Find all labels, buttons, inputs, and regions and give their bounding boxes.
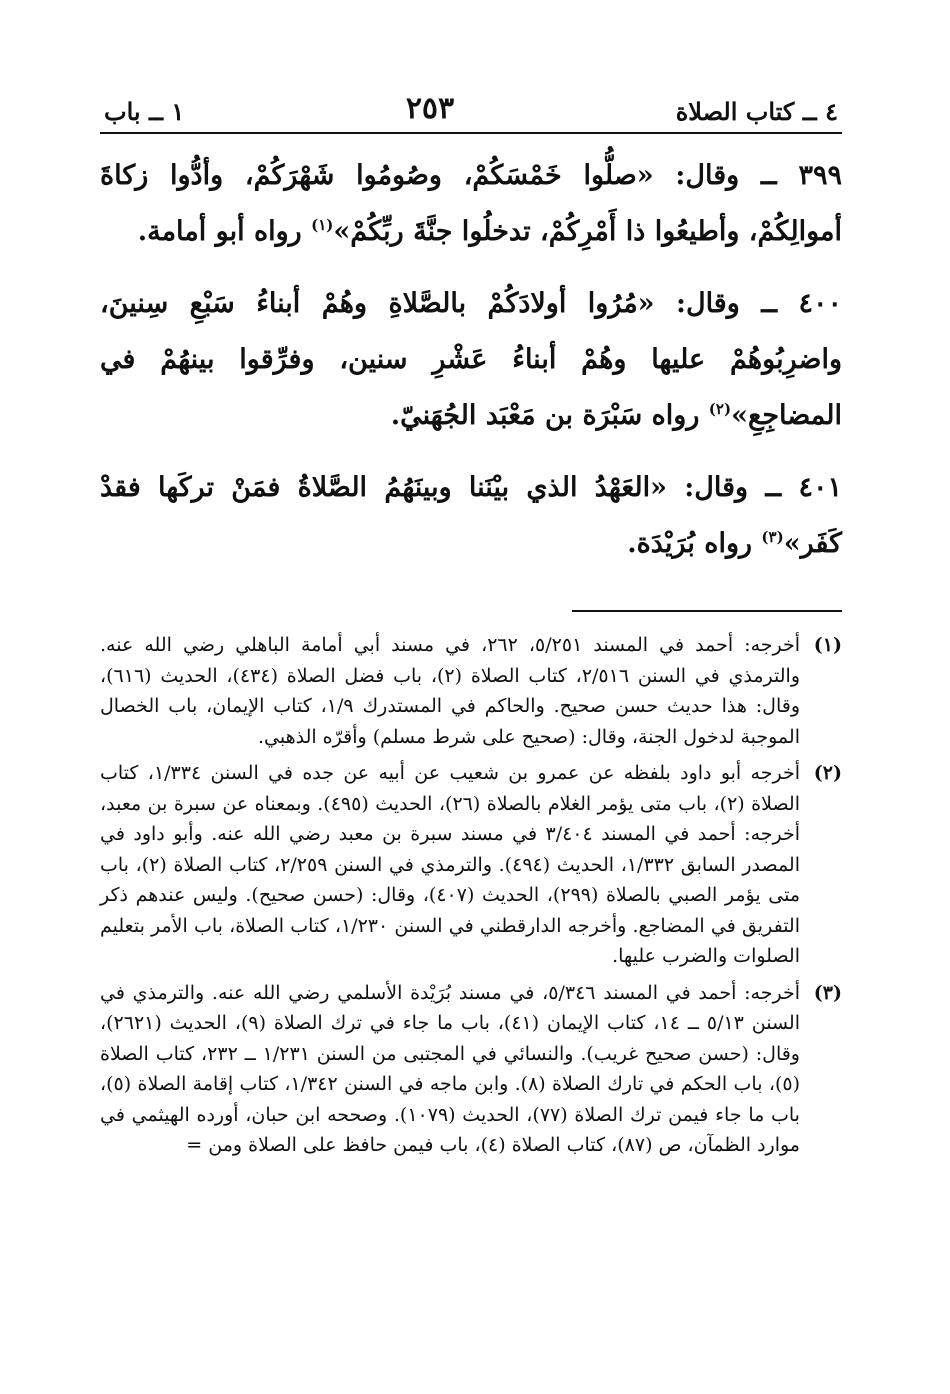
hadith-number: ٤٠١ (798, 472, 843, 503)
footnote-number: (٣) (813, 981, 842, 1004)
page-header (100, 80, 842, 134)
footnotes (100, 630, 842, 1161)
chapter-title: ٤ ــ كتاب الصلاة (675, 97, 838, 126)
footnote-text: أخرجه أبو داود بلفظه عن عمرو بن شعيب عن أبيه عن جده في السنن ١/٣٣٤، كتاب الصلاة (٢)، باب متى يؤمر الغلام بالصلاة (٢٦)، الحديث (٤٩٥). وبمعناه عن سبرة بن معبد، أخرجه: أحمد في المسند ٣/٤٠٤ في مسند سبرة بن معبد رضي الله عنه. وأبو داود في المصدر السابق ١/٣٣٢، الحديث (٤٩٤). والترمذي في السنن ٢/٢٥٩، كتاب الصلاة (٢)، باب متى يؤمر الصبي بالصلاة (٢٩٩)، الحديث (٤٠٧)، وقال: (حسن صحيح). وليس عندهم ذكر التفريق في المضاجع. وأخرجه الدارقطني في السنن ١/٢٣٠، كتاب الصلاة، باب الأمر بتعليم الصلوات والضرب عليها. (100, 762, 801, 967)
footnote-2 (100, 758, 842, 972)
footnote-ref[interactable]: (٣) (761, 528, 784, 546)
hadith-narrator: رواه سَبْرَة بن مَعْبَد الجُهَنيّ. (390, 400, 709, 431)
hadith-number: ٣٩٩ (798, 160, 842, 191)
footnote-text: أخرجه: أحمد في المسند ٥/٣٤٦، في مسند بُرَيْدة الأسلمي رضي الله عنه. والترمذي في السنن ٥/١٣ ــ ١٤، كتاب الإيمان (٤١)، باب ما جاء في ترك الصلاة (٩)، الحديث (٢٦٢١)، وقال: (حسن صحيح غريب). والنسائي في المجتبى من السنن ١/٢٣١ ــ ٢٣٢، كتاب الصلاة (٥)، باب الحكم في تارك الصلاة (٨). وابن ماجه في السنن ١/٣٤٢، كتاب إقامة الصلاة (٥)، باب ما جاء فيمن ترك الصلاة (٧٧)، الحديث (١٠٧٩). وصححه ابن حبان، أورده الهيثمي في موارد الظمآن، ص (٨٧)، كتاب الصلاة (٤)، باب فيمن حافظ على الصلاة ومن = (100, 981, 801, 1156)
footnote-number: (١) (813, 634, 842, 656)
footnote-number: (٢) (813, 762, 842, 784)
hadith-399 (100, 148, 842, 260)
footnote-3 (100, 978, 842, 1161)
hadith-401 (100, 460, 842, 572)
book-page (100, 80, 842, 1167)
hadith-text: ــ وقال: «العَهْدُ الذي بيْنَنا وبينَهُمُ الصَّلاةُ فمَنْ تركَها فقدْ كَفَر» (100, 472, 842, 559)
footnote-ref[interactable]: (٢) (708, 400, 732, 418)
hadith-text: ــ وقال: «صلُّوا خَمْسَكُمْ، وصُومُوا شَهْرَكُمْ، وأدُّوا زكاةَ أموالِكُمْ، وأطيعُوا ذا أَمْرِكُمْ، تدخلُوا جنَّةَ ربِّكُمْ» (100, 160, 842, 247)
hadith-list (100, 148, 842, 572)
hadith-400 (100, 276, 842, 444)
hadith-text: ــ وقال: «مُرُوا أولادَكُمْ بالصَّلاةِ وهُمْ أبناءُ سَبْعِ سِنينَ، واضرِبُوهُمْ عليها وهُمْ أبناءُ عَشْرِ سنين، وفرِّقوا بينهُمْ في المضاجِعِ» (100, 288, 842, 431)
hadith-number: ٤٠٠ (798, 288, 842, 319)
hadith-narrator: رواه بُرَيْدَة. (627, 528, 762, 559)
footnote-ref[interactable]: (١) (311, 216, 334, 234)
footnote-1 (100, 630, 842, 752)
footnote-divider (572, 610, 842, 612)
section-title: ١ ــ باب (104, 97, 185, 126)
footnote-text: أخرجه: أحمد في المسند ٥/٢٥١، ٢٦٢، في مسند أبي أمامة الباهلي رضي الله عنه. والترمذي في السنن ٢/٥١٦، كتاب الصلاة (٢)، باب فضل الصلاة (٤٣٤)، الحديث (٦١٦)، وقال: هذا حديث حسن صحيح. والحاكم في المستدرك ١/٩، كتاب الإيمان، باب الخصال الموجبة لدخول الجنة، وقال: (صحيح على شرط مسلم) وأقرّه الذهبي. (100, 634, 801, 748)
hadith-narrator: رواه أبو أمامة. (137, 216, 312, 247)
page-number: ٢٥٣ (405, 91, 455, 126)
